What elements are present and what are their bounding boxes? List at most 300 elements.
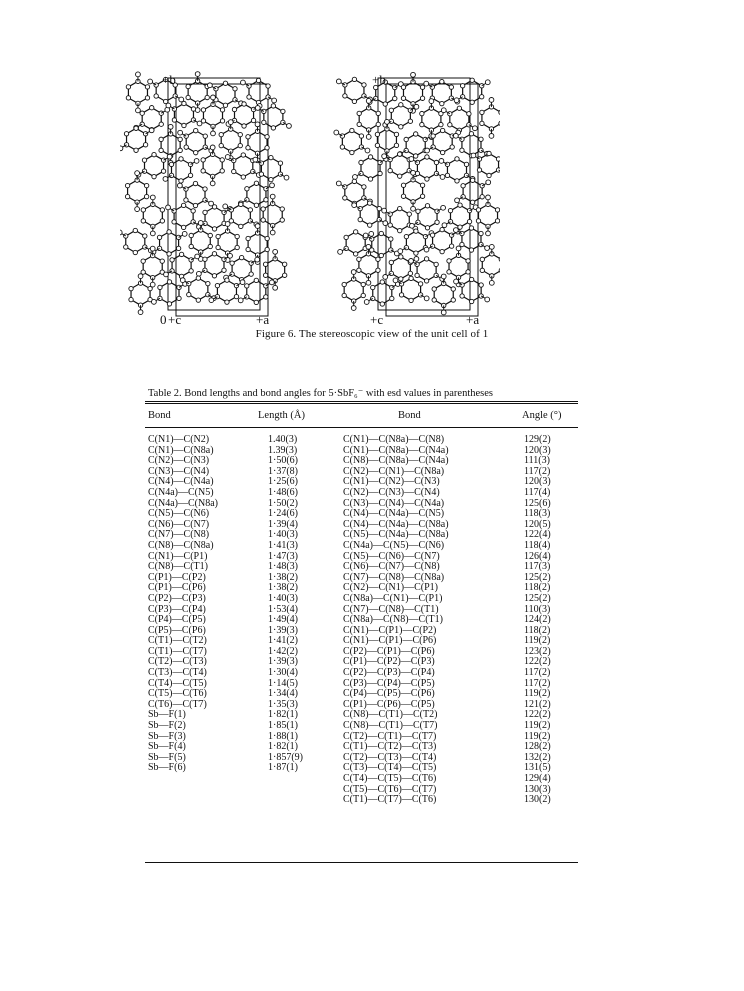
- atom: [233, 87, 237, 91]
- atom: [453, 228, 458, 233]
- bond-angle-name: C(P2)—C(P3)—C(P4): [343, 667, 435, 679]
- atom: [401, 96, 405, 100]
- atom: [210, 145, 215, 150]
- bond-angle-name: C(N4)—C(N4a)—C(N8a): [343, 518, 449, 530]
- atom: [124, 245, 128, 249]
- molecule-ring: [221, 129, 240, 151]
- atom: [486, 180, 491, 185]
- atom: [476, 208, 480, 212]
- atom: [499, 110, 500, 114]
- atom: [469, 248, 473, 252]
- atom: [352, 179, 356, 183]
- atom: [178, 148, 182, 152]
- atom: [467, 219, 471, 223]
- atom: [495, 219, 499, 223]
- atom: [469, 277, 473, 281]
- molecule-ring: [463, 180, 482, 202]
- bond-length-name: C(P5)—C(P6): [148, 624, 206, 636]
- molecule-ring: [128, 81, 147, 103]
- atom: [150, 246, 155, 251]
- atom: [182, 231, 187, 236]
- bond-angle-name: C(N1)—C(P1)—C(P2): [343, 624, 437, 636]
- molecule-ring: [359, 108, 378, 130]
- atom: [485, 246, 490, 251]
- bond-angle-name: C(N8)—C(N8a)—C(N4a): [343, 455, 449, 467]
- atom: [245, 187, 249, 191]
- atom: [265, 135, 269, 139]
- atom: [125, 194, 129, 198]
- atom: [124, 234, 128, 238]
- atom: [445, 162, 449, 166]
- molecule-ring: [216, 83, 235, 105]
- atom: [495, 208, 499, 212]
- atom: [479, 137, 483, 141]
- atom: [359, 160, 363, 164]
- atom: [265, 247, 269, 251]
- atom: [265, 236, 269, 240]
- header-bond-angle-column: Bond: [398, 410, 421, 421]
- atom: [159, 148, 163, 152]
- atom: [124, 143, 128, 147]
- atom: [353, 230, 357, 234]
- atom: [440, 150, 444, 154]
- figure-caption: Figure 6. The stereoscopic view of the unit cell of 1: [255, 328, 489, 340]
- atom: [368, 155, 372, 159]
- atom: [164, 272, 169, 277]
- atom: [148, 79, 153, 84]
- atom: [193, 203, 197, 207]
- molecule-ring: [447, 159, 466, 181]
- molecule-ring: [346, 232, 365, 254]
- atom: [489, 133, 494, 138]
- atom: [163, 177, 168, 182]
- bond-length-value: 1·48(6): [268, 486, 298, 498]
- atom: [136, 108, 141, 113]
- bond-angle-value: 110(3): [524, 603, 551, 615]
- atom: [242, 102, 246, 106]
- atom: [194, 150, 198, 154]
- bond-length-name: Sb—F(6): [148, 762, 186, 774]
- molecule-ring: [191, 230, 210, 252]
- atom: [262, 109, 266, 113]
- molecule-ring: [127, 128, 146, 150]
- molecule-ring: [390, 209, 409, 231]
- atom: [376, 111, 380, 115]
- bond-angle-name: C(N1)—C(N8a)—C(N4a): [343, 444, 449, 456]
- atom: [388, 223, 392, 227]
- atom: [263, 273, 267, 277]
- atom: [469, 132, 473, 136]
- atom: [271, 126, 275, 130]
- atom: [270, 194, 275, 199]
- atom: [458, 203, 462, 207]
- atom: [194, 159, 199, 164]
- atom: [282, 273, 286, 277]
- bond-length-name: C(P3)—C(P4): [148, 603, 206, 615]
- molecule-ring: [128, 180, 147, 202]
- atom: [485, 297, 490, 302]
- bond-length-name: C(T1)—C(T2): [148, 635, 207, 647]
- atom: [176, 246, 180, 250]
- table-header-rule: [145, 427, 578, 428]
- atom: [134, 126, 138, 130]
- atom: [430, 85, 434, 89]
- bond-angle-value: 125(2): [524, 571, 551, 583]
- table-top-rule-2: [145, 403, 578, 404]
- atom: [188, 173, 192, 177]
- atom: [480, 121, 484, 125]
- atom: [440, 79, 444, 83]
- atom: [440, 227, 444, 231]
- atom: [167, 230, 171, 234]
- bond-length-value: 1·35(3): [268, 698, 298, 710]
- atom: [159, 111, 163, 115]
- atom: [282, 262, 286, 266]
- atom: [152, 152, 156, 156]
- atom: [409, 259, 414, 264]
- atom: [256, 78, 260, 82]
- molecule-ring: [126, 230, 145, 252]
- bond-length-value: 1·38(2): [268, 582, 298, 594]
- atom: [245, 198, 249, 202]
- atom: [187, 292, 191, 296]
- atom: [466, 259, 470, 263]
- atom: [179, 252, 183, 256]
- atom: [375, 132, 379, 136]
- atom: [409, 298, 413, 302]
- atom: [359, 145, 363, 149]
- atom: [166, 205, 171, 210]
- bond-length-name: C(N7)—C(N8): [148, 529, 210, 541]
- atom: [160, 259, 164, 263]
- atom: [189, 244, 193, 248]
- bond-length-name: C(T2)—C(T3): [148, 656, 207, 668]
- atom: [167, 154, 172, 159]
- atom: [166, 103, 171, 108]
- atom: [363, 233, 368, 238]
- bond-length-value: 1·41(3): [268, 539, 298, 551]
- atom: [440, 175, 445, 180]
- molecule-ring: [373, 282, 392, 304]
- atom: [477, 157, 481, 161]
- atom: [379, 253, 383, 257]
- bond-length-value: 1·38(2): [268, 571, 298, 583]
- atom: [120, 146, 123, 151]
- atom: [225, 278, 229, 282]
- atom: [201, 169, 205, 173]
- atom: [343, 94, 347, 98]
- atom: [269, 155, 273, 159]
- bond-length-name: Sb—F(2): [148, 720, 186, 732]
- bond-angle-name: C(N8)—C(T1)—C(T7): [343, 720, 438, 732]
- bond-angle-value: 120(3): [524, 444, 551, 456]
- atom: [261, 218, 265, 222]
- atom: [440, 101, 444, 105]
- bond-length-value: 1.39(3): [268, 444, 298, 456]
- atom: [255, 257, 260, 262]
- atom: [371, 285, 375, 289]
- bond-angle-name: C(T4)—C(T5)—C(T6): [343, 773, 437, 784]
- bond-angle-name: C(N6)—C(N7)—C(N8): [343, 561, 440, 573]
- bond-angle-value: 118(2): [524, 624, 551, 636]
- header-bond-length-column: Bond: [148, 410, 171, 421]
- atom: [338, 249, 343, 254]
- atom: [449, 244, 453, 248]
- bond-angle-name: C(P1)—C(P2)—C(P3): [343, 656, 435, 668]
- atom: [409, 157, 414, 162]
- bond-length-name: C(N2)—C(N3): [148, 455, 210, 467]
- atom: [389, 248, 393, 252]
- atom: [376, 122, 380, 126]
- bond-angle-value: 124(2): [524, 614, 551, 626]
- atom: [191, 118, 195, 122]
- atom: [449, 96, 453, 100]
- atom: [434, 262, 438, 266]
- atom: [234, 294, 238, 298]
- bond-angle-name: C(T5)—C(T6)—C(T7): [343, 783, 437, 795]
- bond-angle-value: 119(2): [524, 720, 551, 732]
- atom: [160, 208, 164, 212]
- atom: [487, 151, 491, 155]
- atom: [172, 209, 176, 213]
- molecule-ring: [232, 258, 251, 280]
- atom: [399, 125, 403, 129]
- atom: [201, 108, 205, 112]
- atom: [206, 281, 210, 285]
- atom: [424, 257, 428, 261]
- atom: [144, 194, 148, 198]
- atom: [198, 221, 203, 226]
- molecule-ring: [406, 231, 425, 253]
- atom: [470, 178, 474, 182]
- atom: [449, 233, 453, 237]
- bond-angle-name: C(T3)—C(T4)—C(T5): [343, 762, 437, 774]
- bond-angle-name: C(N1)—C(N2)—C(N3): [343, 476, 440, 488]
- atom: [248, 208, 252, 212]
- atom: [364, 300, 369, 305]
- atom: [216, 245, 220, 249]
- atom: [170, 258, 174, 262]
- bond-angle-value: 121(2): [524, 698, 551, 710]
- bond-length-name: Sb—F(3): [148, 730, 186, 742]
- atom: [458, 225, 462, 229]
- atom: [447, 259, 451, 263]
- atom: [470, 200, 474, 204]
- molecule-ring: [161, 134, 180, 156]
- molecule-ring: [449, 255, 468, 277]
- atom: [350, 150, 354, 154]
- atom: [380, 302, 384, 306]
- atom: [133, 228, 137, 232]
- atom: [398, 206, 402, 210]
- molecule-ring: [391, 257, 410, 279]
- atom: [182, 123, 186, 127]
- atom: [191, 107, 195, 111]
- molecule-ring: [417, 157, 436, 179]
- atom: [411, 72, 416, 77]
- atom: [401, 194, 405, 198]
- atom: [126, 96, 130, 100]
- atom: [414, 251, 418, 255]
- atom: [245, 284, 249, 288]
- atom: [375, 143, 379, 147]
- bond-angle-name: C(N1)—C(N8a)—C(N8): [343, 434, 445, 445]
- atom: [161, 158, 165, 162]
- atom: [235, 245, 239, 249]
- atom: [228, 120, 233, 125]
- atom: [136, 72, 141, 77]
- bond-angle-value: 120(5): [524, 518, 551, 530]
- molecule-ring: [345, 79, 364, 101]
- atom: [439, 159, 444, 164]
- atom: [448, 123, 452, 127]
- atom: [411, 206, 416, 211]
- right-label-c: +c: [370, 312, 384, 327]
- bond-length-name: C(T1)—C(T7): [148, 645, 207, 657]
- bond-length-value: 1·39(3): [268, 656, 298, 668]
- atom: [480, 110, 484, 114]
- atom: [389, 108, 393, 112]
- molecule-ring: [406, 134, 425, 156]
- bond-length-name: C(N4a)—C(N8a): [148, 497, 218, 509]
- atom: [441, 205, 446, 210]
- atom: [342, 293, 346, 297]
- atom: [141, 219, 145, 223]
- bond-length-name: C(N1)—C(N2): [148, 434, 210, 445]
- bond-length-value: 1·25(6): [268, 476, 298, 488]
- bond-length-name: C(N3)—C(N4): [148, 465, 210, 477]
- molecule-ring: [372, 233, 391, 255]
- atom: [385, 119, 390, 124]
- bond-angle-value: 126(4): [524, 550, 551, 562]
- bond-length-value: 1·39(3): [268, 624, 298, 636]
- bond-length-value: 1·34(4): [268, 688, 298, 700]
- atom: [334, 130, 339, 135]
- atom: [189, 269, 193, 273]
- atom: [181, 225, 185, 229]
- atom: [120, 230, 122, 235]
- atom: [352, 203, 357, 208]
- atom: [208, 244, 212, 248]
- bond-length-name: Sb—F(4): [148, 741, 186, 753]
- atom: [414, 229, 418, 233]
- atom: [413, 132, 417, 136]
- atom: [145, 85, 149, 89]
- atom: [471, 153, 476, 158]
- bond-angle-name: C(N7)—C(N8)—C(N8a): [343, 571, 445, 583]
- bond-length-value: 1·42(2): [268, 645, 298, 657]
- atom: [242, 124, 246, 128]
- atom: [138, 310, 143, 315]
- atom: [230, 261, 234, 265]
- atom: [281, 109, 285, 113]
- atom: [420, 194, 424, 198]
- bond-angle-name: C(N5)—C(N6)—C(N7): [343, 550, 440, 562]
- molecule-ring: [145, 155, 164, 177]
- bond-length-value: 1·87(1): [268, 762, 298, 774]
- atom: [425, 155, 429, 159]
- atom: [215, 283, 219, 287]
- atom: [239, 224, 243, 228]
- molecule-ring: [478, 204, 497, 226]
- atom: [264, 198, 268, 202]
- atom: [448, 112, 452, 116]
- bond-angle-name: C(N1)—C(P1)—C(P6): [343, 635, 437, 647]
- atom: [449, 85, 453, 89]
- atom: [223, 103, 227, 107]
- bond-angle-name: C(N4a)—C(N5)—C(N6): [343, 539, 445, 551]
- atom: [203, 134, 207, 138]
- atom: [201, 119, 205, 123]
- atom: [246, 247, 250, 251]
- atom: [368, 201, 372, 205]
- atom: [158, 296, 162, 300]
- atom: [253, 157, 258, 162]
- molecule-ring: [143, 256, 162, 278]
- molecule-ring: [143, 204, 162, 226]
- atom: [255, 122, 260, 127]
- atom: [486, 195, 491, 200]
- bond-length-name: Sb—F(5): [148, 751, 186, 763]
- atom: [220, 169, 224, 173]
- molecule-ring: [174, 103, 193, 125]
- atom: [208, 233, 212, 237]
- atom: [379, 231, 383, 235]
- atom: [203, 210, 207, 214]
- atom: [404, 245, 408, 249]
- bond-length-name: C(N4)—C(N4a): [148, 476, 214, 488]
- bond-angle-name: C(T1)—C(T7)—C(T6): [343, 794, 437, 806]
- atom: [245, 295, 249, 299]
- bond-angle-name: C(P3)—C(P4)—C(P5): [343, 677, 435, 689]
- atom: [448, 208, 452, 212]
- atom: [254, 278, 258, 282]
- molecule-ring: [342, 130, 361, 152]
- atom: [148, 286, 152, 290]
- molecule-ring: [131, 283, 150, 305]
- atom: [368, 177, 372, 181]
- bond-angle-value: 125(2): [524, 592, 551, 604]
- bond-angle-value: 117(3): [524, 561, 551, 573]
- atom: [435, 220, 439, 224]
- molecule-ring: [390, 154, 409, 176]
- atom: [352, 99, 356, 103]
- atom: [382, 208, 387, 213]
- atom: [499, 121, 500, 125]
- bond-angle-name: C(N4)—C(N4a)—C(N5): [343, 508, 445, 520]
- atom: [425, 226, 429, 230]
- bond-length-value: 1·40(3): [268, 529, 298, 541]
- molecule-ring: [264, 106, 283, 128]
- atom: [479, 231, 483, 235]
- atom: [195, 254, 200, 259]
- atom: [415, 171, 419, 175]
- bond-length-name: C(P2)—C(P3): [148, 592, 206, 604]
- atom: [430, 233, 434, 237]
- atom: [189, 233, 193, 237]
- atom: [448, 219, 452, 223]
- atom: [172, 220, 176, 224]
- bond-angle-value: 128(2): [524, 741, 551, 753]
- molecule-ring: [418, 206, 437, 228]
- atom: [351, 306, 356, 311]
- atom: [398, 228, 402, 232]
- atom: [273, 249, 278, 254]
- atom: [359, 134, 363, 138]
- atom: [135, 207, 140, 212]
- bond-length-value: 1·48(3): [268, 561, 298, 573]
- atom: [439, 122, 443, 126]
